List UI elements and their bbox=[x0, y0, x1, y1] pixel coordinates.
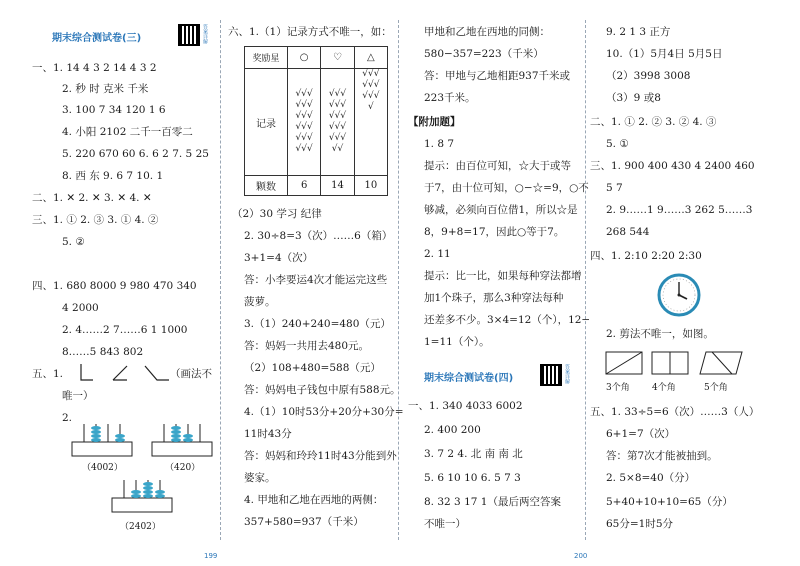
c3-extra: 于7，由十位可知，○−☆=9，○不 bbox=[424, 182, 589, 194]
c3-extra: 够减，必须向百位借1，所以☆是 bbox=[424, 204, 578, 216]
c2-line: 菠萝。 bbox=[244, 296, 276, 308]
shape-label: 3个角 bbox=[606, 383, 630, 393]
c1-line: 8. 西 东 9. 6 7 10. 1 bbox=[62, 170, 164, 182]
c4-line: （3）9 或8 bbox=[606, 92, 661, 104]
c3-extra: 1=11（个）。 bbox=[424, 336, 490, 348]
qr-code-icon bbox=[540, 364, 562, 386]
cut-shapes bbox=[604, 348, 744, 380]
c2-line: 2. 30÷8=3（次）……6（箱） bbox=[244, 230, 393, 242]
c2-line: 答：妈妈和玲玲11时43分能到外 bbox=[244, 450, 397, 462]
c4-line: （2）3998 3008 bbox=[606, 70, 691, 82]
abacus-label: （4002） bbox=[82, 463, 123, 473]
c2-line: 4. 甲地和乙地在西地的两侧： bbox=[244, 494, 384, 506]
c2-line: 答：小李要运4次才能运完这些 bbox=[244, 274, 388, 286]
c2-line: 答：妈妈一共用去480元。 bbox=[244, 340, 370, 352]
c4-line: 2. 5×8=40（分） bbox=[606, 472, 696, 484]
record-table bbox=[244, 46, 388, 196]
table-cell: √√√ √√√ √√√ √ bbox=[354, 69, 387, 176]
c3-line: 答：甲地与乙地相距937千米或 bbox=[424, 70, 571, 82]
c4-line: 10.（1）5月4日 5月5日 bbox=[606, 48, 723, 60]
c4-line: 5+40+10+10=65（分） bbox=[606, 496, 733, 508]
c2-line: 答：妈妈电子钱包中原有588元。 bbox=[244, 384, 401, 396]
c4-line: 二、1. ① 2. ② 3. ② 4. ③ bbox=[590, 116, 717, 128]
c3-extra: 2. 11 bbox=[424, 248, 451, 260]
c1-line: 三、1. ① 2. ③ 3. ① 4. ② bbox=[32, 214, 159, 226]
qr-label: 答案详解 bbox=[202, 24, 208, 44]
c3-extra: 加1个珠子，那么3种穿法每种 bbox=[424, 292, 564, 304]
c1-line: 2. 4……2 7……6 1 1000 bbox=[62, 324, 188, 336]
c3-extra: 8，9+8=17，因此○等于7。 bbox=[424, 226, 565, 238]
c3-line: 223千米。 bbox=[424, 92, 476, 104]
c1-line: 2. bbox=[62, 412, 73, 424]
c3-t4: 不唯一） bbox=[424, 518, 466, 530]
test3-title: 期末综合测试卷(三) bbox=[52, 33, 142, 44]
c2-line: （2）30 学习 纪律 bbox=[232, 208, 322, 220]
table-header: ○ bbox=[288, 47, 321, 69]
table-row-label: 记录 bbox=[245, 69, 288, 176]
divider-2 bbox=[398, 20, 399, 540]
c2-line: 357+580=937（千米） bbox=[244, 516, 364, 528]
table-header: △ bbox=[354, 47, 387, 69]
abacus-2402 bbox=[110, 478, 174, 520]
qr-code-icon bbox=[178, 24, 200, 46]
c4-line: 2. 9……1 9……3 262 5……3 bbox=[606, 204, 753, 216]
c4-line: 9. 2 1 3 正方 bbox=[606, 26, 671, 38]
c1-line: （画法不 bbox=[170, 368, 212, 380]
angle-drawings bbox=[75, 362, 170, 384]
c1-line: 唯一） bbox=[62, 390, 94, 402]
c1-line: 8……5 843 802 bbox=[62, 346, 144, 358]
abacus-label: （2402） bbox=[120, 522, 161, 532]
clock-icon bbox=[656, 272, 702, 318]
c1-line: 四、1. 680 8000 9 980 470 340 bbox=[32, 280, 197, 292]
table-count-label: 颗数 bbox=[245, 176, 288, 196]
divider-3 bbox=[585, 20, 586, 540]
shape-label: 5个角 bbox=[704, 383, 728, 393]
table-cell: √√√ √√√ √√√ √√√ √√√ √√√ bbox=[288, 69, 321, 176]
c3-line: 580−357=223（千米） bbox=[424, 48, 544, 60]
c1-line: 5. ② bbox=[62, 236, 85, 248]
c2-q6: 六、1.（1）记录方式不唯一，如： bbox=[228, 26, 392, 38]
c1-line: 4. 小阳 2102 二千一百零二 bbox=[62, 126, 193, 138]
c1-line: 5. 220 670 60 6. 6 2 7. 5 25 bbox=[62, 148, 209, 160]
c4-line: 6+1=7（次） bbox=[606, 428, 676, 440]
c3-t4: 2. 400 200 bbox=[424, 424, 481, 436]
table-header: 奖励星 bbox=[245, 47, 288, 69]
c4-line: 五、1. 33÷5=6（次）……3（人） bbox=[590, 406, 760, 418]
divider-1 bbox=[220, 20, 221, 540]
c1-line: 2. 秒 时 克米 千米 bbox=[62, 83, 149, 95]
c2-line: 3.（1）240+240=480（元） bbox=[244, 318, 391, 330]
abacus-420 bbox=[150, 422, 214, 464]
c3-t4: 一、1. 340 4033 6002 bbox=[408, 400, 523, 412]
c4-line: 5. ① bbox=[606, 138, 629, 150]
c4-line: 5 7 bbox=[606, 182, 623, 194]
c4-line: 四、1. 2:10 2:20 2:30 bbox=[590, 250, 702, 262]
c3-t4: 3. 7 2 4. 北 南 南 北 bbox=[424, 448, 523, 460]
c1-line: 4 2000 bbox=[62, 302, 99, 314]
c2-line: 3+1=4（次） bbox=[244, 252, 314, 264]
table-header: ♡ bbox=[321, 47, 354, 69]
c3-line: 甲地和乙地在西地的同侧： bbox=[424, 26, 550, 38]
abacus-4002 bbox=[70, 422, 134, 464]
shape-label: 4个角 bbox=[652, 383, 676, 393]
table-count: 14 bbox=[321, 176, 354, 196]
c3-extra: 提示：由百位可知，☆大于或等 bbox=[424, 160, 571, 172]
c4-line: 268 544 bbox=[606, 226, 650, 238]
c3-t4: 8. 32 3 17 1（最后两空答案 bbox=[424, 496, 561, 508]
page-number-left: 199 bbox=[204, 552, 218, 560]
c3-extra: 还差多不少。3×4=12（个），12− bbox=[424, 314, 591, 326]
page-number-right: 200 bbox=[574, 552, 588, 560]
c2-line: 婆家。 bbox=[244, 472, 276, 484]
c4-line: 2. 剪法不唯一，如图。 bbox=[606, 328, 714, 340]
c1-line: 一、1. 14 4 3 2 14 4 3 2 bbox=[32, 62, 157, 74]
c3-t4: 5. 6 10 10 6. 5 7 3 bbox=[424, 472, 521, 484]
table-cell: √√√ √√√ √√√ √√√ √√√ √√ bbox=[321, 69, 354, 176]
qr-label: 答案详解 bbox=[564, 364, 570, 384]
table-count: 6 bbox=[288, 176, 321, 196]
c4-line: 答：第7次才能被抽到。 bbox=[606, 450, 718, 462]
c1-line: 3. 100 7 34 120 1 6 bbox=[62, 104, 166, 116]
c1-line: 二、1. ✕ 2. ✕ 3. ✕ 4. ✕ bbox=[32, 192, 152, 204]
test4-title: 期末综合测试卷(四) bbox=[424, 373, 514, 384]
c1-line: 五、1. bbox=[32, 368, 64, 380]
c3-extra: 提示：比一比，如果每种穿法都增 bbox=[424, 270, 582, 282]
c2-line: 11时43分 bbox=[244, 428, 292, 440]
table-count: 10 bbox=[354, 176, 387, 196]
c3-extra: 1. 8 7 bbox=[424, 138, 455, 150]
extra-title: 【附加题】 bbox=[408, 116, 461, 128]
abacus-label: （420） bbox=[165, 463, 201, 473]
c4-line: 65分=1时5分 bbox=[606, 518, 674, 530]
c2-line: 4.（1）10时53分+20分+30分= bbox=[244, 406, 404, 418]
c4-line: 三、1. 900 400 430 4 2400 460 bbox=[590, 160, 755, 172]
c2-line: （2）108+480=588（元） bbox=[244, 362, 381, 374]
